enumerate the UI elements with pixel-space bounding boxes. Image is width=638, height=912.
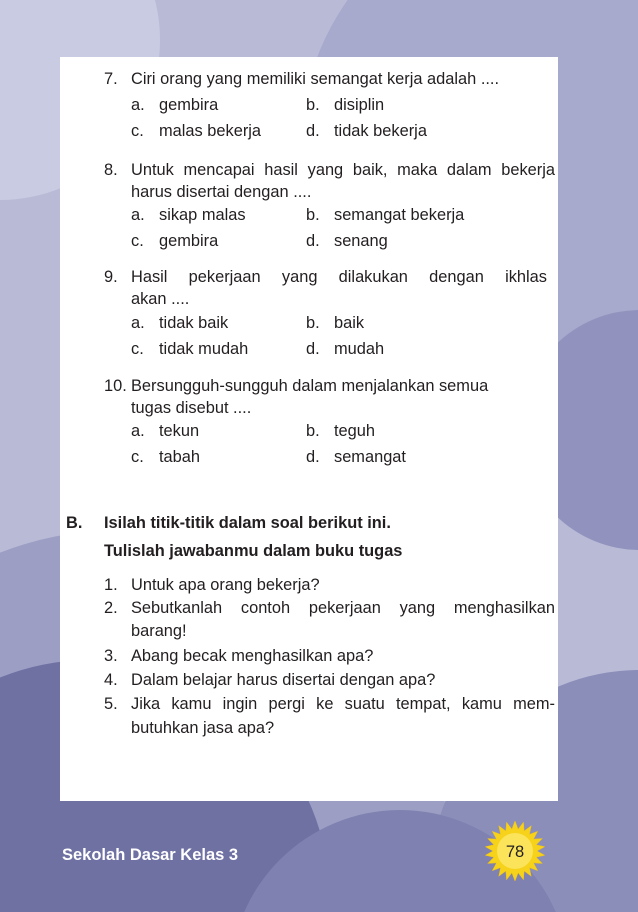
item-number: 5. (104, 695, 118, 713)
option-letter: a. (131, 422, 145, 440)
question-text: Ciri orang yang memiliki semangat kerja adalah .... (131, 70, 500, 88)
option-text: baik (334, 314, 365, 332)
option-text: tekun (159, 422, 200, 440)
option-text: gembira (159, 96, 219, 114)
option-text: gembira (159, 232, 219, 250)
option-letter: d. (306, 122, 320, 140)
question-text: Untuk mencapai hasil yang baik, maka dalam bekerja (131, 161, 555, 179)
item-number: 4. (104, 671, 118, 689)
question-number: 7. (104, 70, 118, 88)
section-subheading: Tulislah jawabanmu dalam buku tugas (104, 542, 403, 560)
item-number: 3. (104, 647, 118, 665)
section-heading: Isilah titik-titik dalam soal berikut ini. (104, 514, 391, 532)
item-text: Abang becak menghasilkan apa? (131, 647, 374, 665)
question-text: tugas disebut .... (131, 399, 252, 417)
option-letter: c. (131, 232, 144, 250)
item-text: Dalam belajar harus disertai dengan apa? (131, 671, 436, 689)
question-text: Hasil pekerjaan yang dilakukan dengan ikhlas (131, 268, 547, 286)
page-number: 78 (505, 843, 525, 861)
item-text: Jika kamu ingin pergi ke suatu tempat, kamu mem- (131, 695, 555, 713)
option-letter: b. (306, 206, 320, 224)
option-text: semangat bekerja (334, 206, 465, 224)
option-text: semangat (334, 448, 406, 466)
option-letter: b. (306, 96, 320, 114)
item-text: butuhkan jasa apa? (131, 719, 275, 737)
question-text: Bersungguh-sungguh dalam menjalankan semua (131, 377, 489, 395)
option-text: tidak baik (159, 314, 229, 332)
item-text: barang! (131, 622, 187, 640)
option-letter: c. (131, 122, 144, 140)
option-letter: d. (306, 448, 320, 466)
option-text: tidak bekerja (334, 122, 427, 140)
item-number: 2. (104, 599, 118, 617)
book-title: Sekolah Dasar Kelas 3 (62, 846, 239, 864)
option-letter: d. (306, 340, 320, 358)
question-number: 9. (104, 268, 118, 286)
option-text: disiplin (334, 96, 385, 114)
option-letter: b. (306, 314, 320, 332)
option-text: sikap malas (159, 206, 246, 224)
option-letter: c. (131, 340, 144, 358)
option-letter: c. (131, 448, 144, 466)
section-letter: B. (66, 514, 83, 532)
option-letter: a. (131, 206, 145, 224)
option-text: mudah (334, 340, 385, 358)
item-text: Untuk apa orang bekerja? (131, 576, 320, 594)
question-text: harus disertai dengan .... (131, 183, 312, 201)
option-text: tidak mudah (159, 340, 249, 358)
option-text: teguh (334, 422, 376, 440)
option-text: tabah (159, 448, 201, 466)
item-text: Sebutkanlah contoh pekerjaan yang menghasilkan (131, 599, 555, 617)
option-text: senang (334, 232, 388, 250)
question-number: 10. (104, 377, 127, 395)
option-letter: b. (306, 422, 320, 440)
option-text: malas bekerja (159, 122, 262, 140)
question-number: 8. (104, 161, 118, 179)
option-letter: d. (306, 232, 320, 250)
option-letter: a. (131, 314, 145, 332)
question-text: akan .... (131, 290, 190, 308)
option-letter: a. (131, 96, 145, 114)
item-number: 1. (104, 576, 118, 594)
